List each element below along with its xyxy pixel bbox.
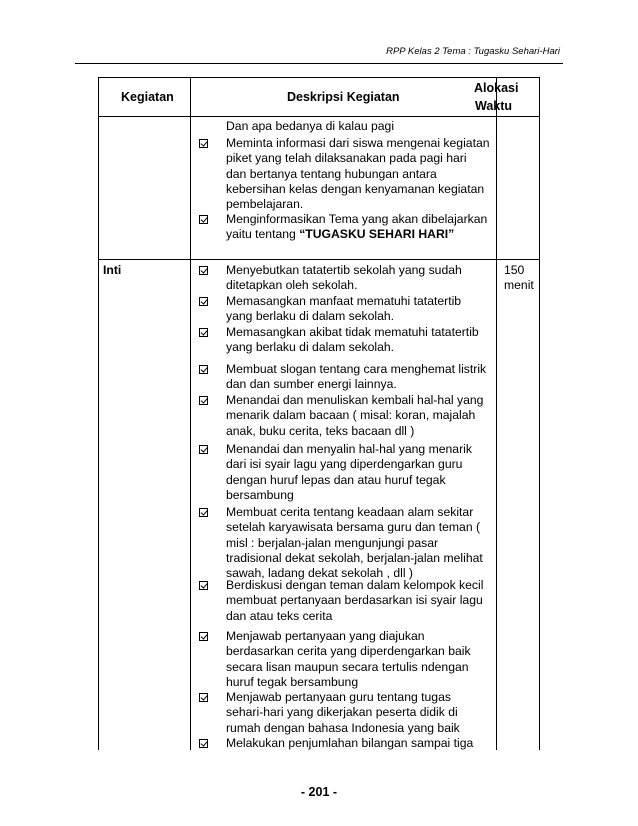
checkbox-icon [199,581,208,590]
checkbox-icon [199,739,208,748]
inti-time-unit: menit [504,278,534,292]
checkbox-icon [199,445,208,454]
inti-item: Menandai dan menyalin hal-hal yang menarik dari isi syair lagu yang diperdengarkan guru dengan huruf lepas dan atau huruf tegak bersambung [226,442,472,502]
row-divider [99,259,539,260]
header-rule [75,63,563,64]
inti-item: Membuat cerita tentang keadaan alam sekitar setelah karyawisata bersama guru dan teman ( misl : berjalan-jalan mengunjungi pasar tradisional dekat sekolah, berjalan-jalan melihat sawah, ladang dekat sekolah , dll ) [226,505,483,581]
pendahuluan-intro-line: Dan apa bedanya di kalau pagi [226,119,395,133]
pendahuluan-item: Meminta informasi dari siswa mengenai kegiatan piket yang telah dilaksanakan pada pagi hari dan bertanya tentang hubungan antara kebersihan kelas dengan kenyamanan kegiatan pembelajaran. [226,136,490,212]
inti-item: Memasangkan manfaat mematuhi tatatertib yang berlaku di dalam sekolah. [226,294,462,324]
header-deskripsi-kegiatan: Deskripsi Kegiatan [287,90,400,104]
running-header: RPP Kelas 2 Tema : Tugasku Sehari-Hari [386,46,560,57]
inti-item: Menjawab pertanyaan yang diajukan berdasarkan cerita yang diperdengarkan baik secara lisan maupun secara tertulis ndengan huruf tegak bersambung [226,629,471,689]
header-alokasi: Alokasi [474,81,519,95]
column-divider [190,78,191,750]
header-kegiatan: Kegiatan [121,90,174,104]
inti-item: Menyebutkan tatatertib sekolah yang sudah ditetapkan oleh sekolah. [226,263,462,293]
inti-item: Melakukan penjumlahan bilangan sampai tiga [226,736,474,750]
checkbox-icon [199,396,208,405]
checkbox-icon [199,632,208,641]
header-divider [99,116,539,117]
checkbox-icon [199,365,208,374]
page-number: - 201 - [300,785,338,799]
pendahuluan-item-tema [226,212,490,243]
checkbox-icon [199,508,208,517]
inti-item: Memasangkan akibat tidak mematuhi tatatertib yang berlaku di dalam sekolah. [226,325,479,355]
checkbox-icon [199,139,208,148]
tema-intro-text: Menginformasikan Tema yang akan dibelajarkan yaitu tentang [226,212,488,242]
inti-item: Membuat slogan tentang cara menghemat listrik dan dan sumber energi lainnya. [226,362,487,392]
checkbox-icon [199,328,208,337]
checkbox-icon [199,297,208,306]
lesson-activity-table [98,77,540,750]
checkbox-icon [199,693,208,702]
checkbox-icon [199,215,208,224]
inti-item: Menjawab pertanyaan guru tentang tugas sehari-hari yang dikerjakan peserta didik di rumah dengan bahasa Indonesia yang baik [226,690,460,735]
column-divider [496,78,497,750]
checkbox-icon [199,266,208,275]
inti-item: Menandai dan menuliskan kembali hal-hal yang menarik dalam bacaan ( misal: koran, majalah anak, buku cerita, teks bacaan dll ) [226,393,484,438]
tema-name: “TUGASKU SEHARI HARI” [299,227,455,242]
row-label-inti: Inti [103,263,122,277]
inti-time-value: 150 [504,263,525,277]
inti-item: Berdiskusi dengan teman dalam kelompok kecil membuat pertanyaan berdasarkan isi syair lagu dan atau teks cerita [226,578,484,623]
header-waktu: Waktu [475,99,513,113]
